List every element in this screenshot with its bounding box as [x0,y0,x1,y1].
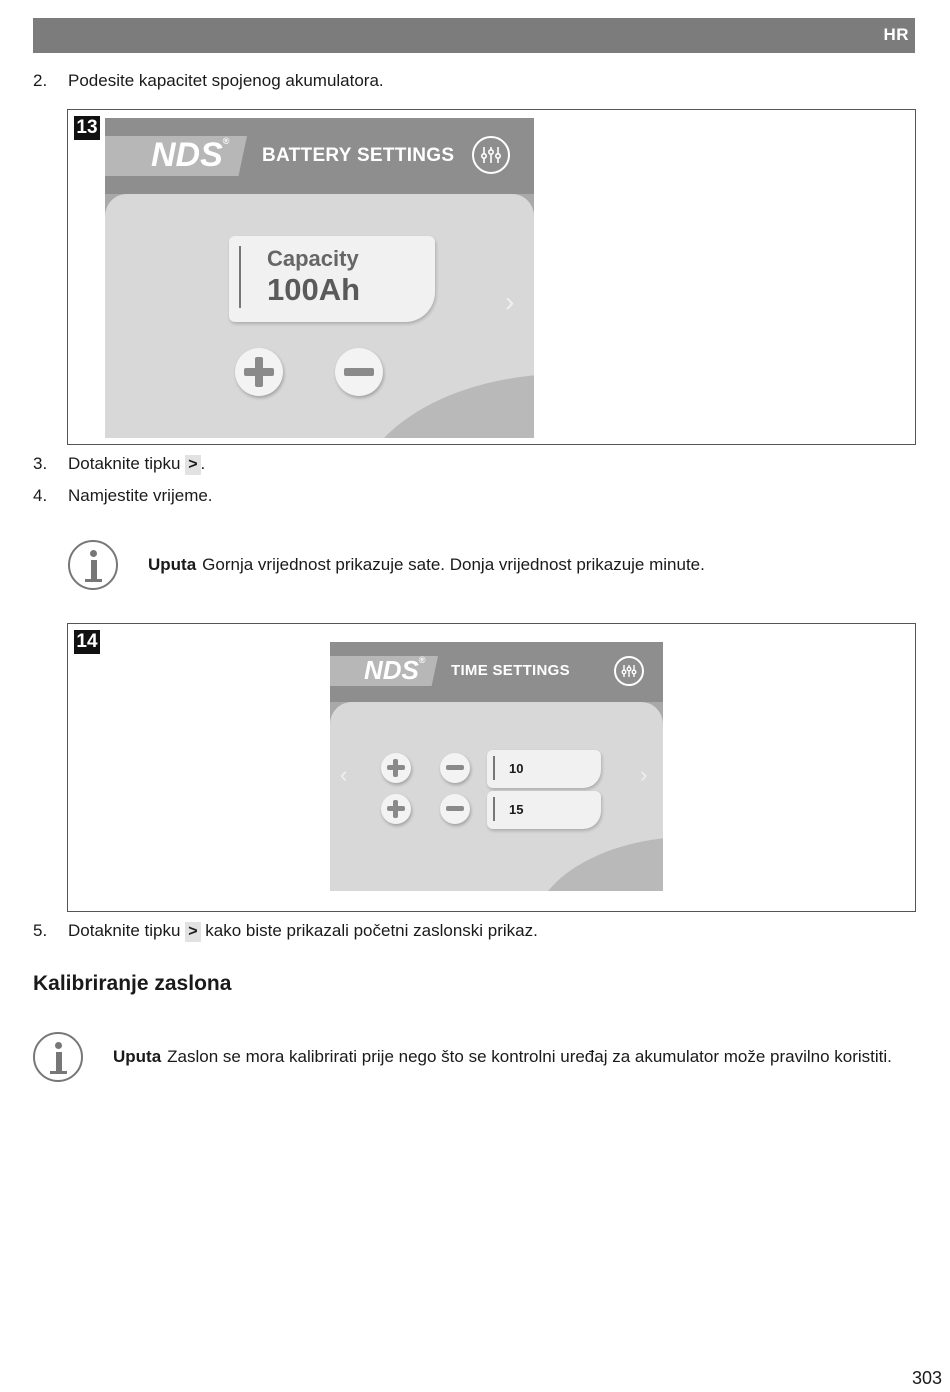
figure-label: 13 [74,116,100,140]
settings-sliders-icon[interactable] [472,136,510,174]
next-key: > [185,455,200,475]
step-number: 5. [33,921,48,940]
figure-13 [67,109,916,445]
note-text: Gornja vrijednost prikazuje sate. Donja vrijednost prikazuje minute. [202,555,705,574]
info-icon [33,1032,83,1082]
hours-decrease-button[interactable] [440,753,470,783]
capacity-value: 100Ah [267,272,361,307]
capacity-label: Capacity [267,246,359,271]
note-label: Uputa [148,555,197,574]
increase-button[interactable] [235,348,283,396]
header-bar [33,18,915,53]
section-title: Kalibriranje zaslona [33,972,232,995]
screen-title: BATTERY SETTINGS [262,145,455,166]
nds-logo: NDS® [364,655,426,685]
step-number: 4. [33,486,48,505]
next-key: > [185,922,200,942]
step-text: Dotaknite tipku [68,921,186,940]
time-settings-screen [330,642,663,891]
step-text-end: . [200,454,206,473]
minutes-decrease-button[interactable] [440,794,470,824]
capacity-card [229,236,435,322]
settings-sliders-icon[interactable] [614,656,644,686]
step-text: Namjestite vrijeme. [68,486,213,505]
hours-increase-button[interactable] [381,753,411,783]
minutes-card [487,791,601,829]
note-calibration [113,1047,892,1067]
panel-decoration [355,374,534,438]
nds-logo: NDS® [151,136,230,174]
page-number: 303 [911,1368,942,1388]
panel-decoration [530,837,663,891]
figure-label: 14 [74,630,100,654]
minutes-increase-button[interactable] [381,794,411,824]
step-text: Podesite kapacitet spojenog akumulatora. [68,71,384,90]
step-number: 2. [33,71,48,90]
step-5 [33,921,538,942]
hours-value: 10 [509,761,524,776]
hours-card [487,750,601,788]
note-hours-minutes [148,555,705,575]
figure-14 [67,623,916,912]
step-text-end: kako biste prikazali početni zaslonski prikaz. [200,921,538,940]
step-number: 3. [33,454,48,473]
note-text: Zaslon se mora kalibrirati prije nego što se kontrolni uređaj za akumulator može pravilno koristiti. [167,1047,892,1066]
step-2 [33,71,384,91]
step-3 [33,454,205,475]
step-text: Dotaknite tipku [68,454,186,473]
minutes-value: 15 [509,802,524,817]
language-code: HR [883,25,909,44]
chevron-right-icon[interactable]: › [640,762,648,787]
battery-settings-screen [105,118,534,438]
chevron-left-icon[interactable]: ‹ [340,762,348,787]
minus-icon [446,806,464,811]
info-icon [68,540,118,590]
card-marker [239,246,241,308]
decrease-button[interactable] [335,348,383,396]
minus-icon [446,765,464,770]
step-4 [33,486,213,506]
chevron-right-icon[interactable]: › [505,286,515,317]
minus-icon [344,368,374,376]
note-label: Uputa [113,1047,162,1066]
screen-title: TIME SETTINGS [451,662,570,679]
